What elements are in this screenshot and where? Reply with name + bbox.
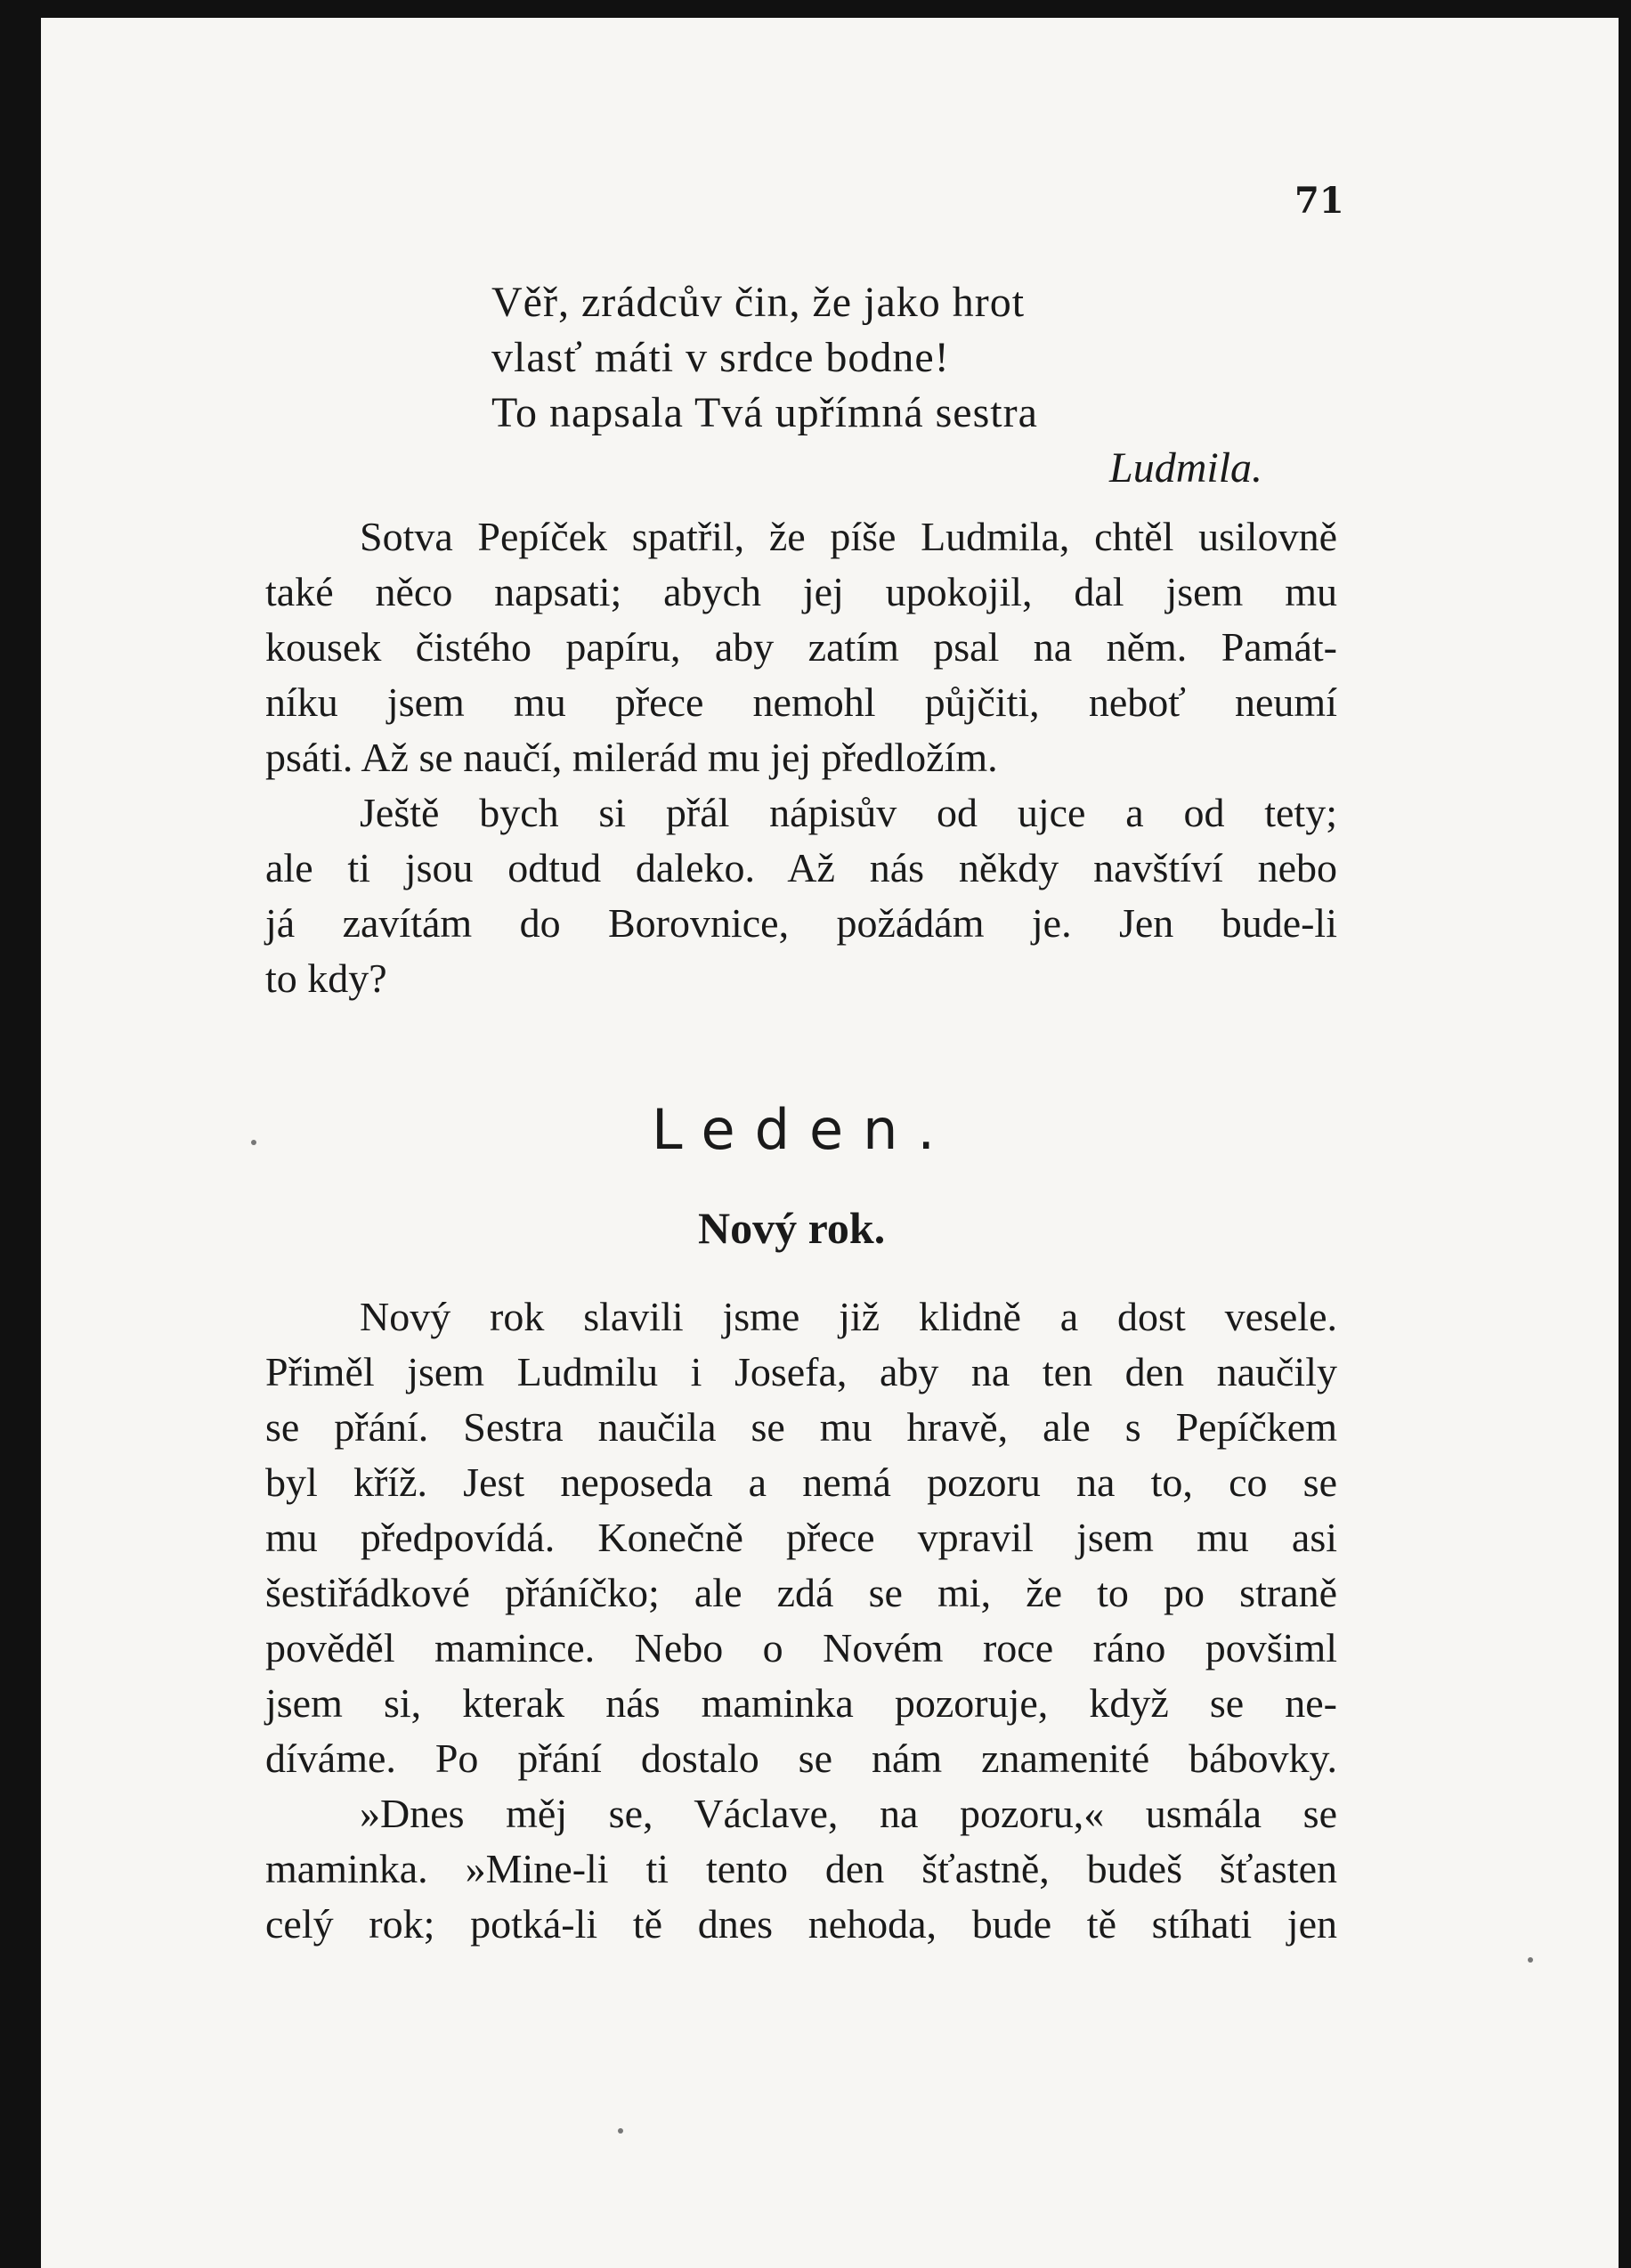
- scan-border-right: [1619, 0, 1631, 2268]
- text-line: celý rok; potká-li tě dnes nehoda, bude tě stíhati jen: [265, 1901, 1337, 1947]
- text-line: Ještě bych si přál nápisův od ujce a od tety;: [360, 790, 1337, 835]
- verse-line: Věř, zrádcův čin, že jako hrot: [491, 279, 1026, 326]
- text-line: já zavítám do Borovnice, požádám je. Jen bude-li: [265, 900, 1337, 946]
- page-number: 71: [1294, 180, 1344, 222]
- scan-speck: [251, 1140, 256, 1145]
- text-line: díváme. Po přání dostalo se nám znamenité bábovky.: [265, 1736, 1337, 1781]
- text-line: »Dnes měj se, Václave, na pozoru,« usmála se: [360, 1791, 1337, 1836]
- verse-line: To napsala Tvá upřímná sestra: [491, 389, 1038, 436]
- text-line: jsem si, kterak nás maminka pozoruje, když se ne-: [265, 1680, 1337, 1726]
- text-line: také něco napsati; abych jej upokojil, dal jsem mu: [265, 569, 1337, 614]
- scan-speck: [1528, 1957, 1533, 1963]
- scan-speck: [618, 2128, 623, 2134]
- text-line: pověděl mamince. Nebo o Novém roce ráno povšiml: [265, 1625, 1337, 1671]
- text-line: maminka. »Mine-li ti tento den šťastně, budeš šťasten: [265, 1846, 1337, 1891]
- chapter-title: Leden.: [652, 1097, 955, 1162]
- text-line: ale ti jsou odtud daleko. Až nás někdy navštíví nebo: [265, 845, 1337, 890]
- scan-border-top: [0, 0, 1631, 18]
- text-line: se přání. Sestra naučila se mu hravě, ale s Pepíčkem: [265, 1404, 1337, 1450]
- text-line: Nový rok slavili jsme již klidně a dost vesele.: [360, 1294, 1337, 1339]
- book-page: [41, 18, 1619, 2268]
- text-line: Sotva Pepíček spatřil, že píše Ludmila, chtěl usilovně: [360, 514, 1337, 559]
- scan-border-left: [0, 0, 41, 2268]
- text-line: kousek čistého papíru, aby zatím psal na něm. Památ-: [265, 624, 1337, 670]
- text-line: byl kříž. Jest neposeda a nemá pozoru na to, co se: [265, 1459, 1337, 1505]
- text-line: níku jsem mu přece nemohl půjčiti, neboť neumí: [265, 679, 1337, 725]
- text-line: to kdy?: [265, 955, 387, 1001]
- text-line: šestiřádkové přáníčko; ale zdá se mi, že to po straně: [265, 1570, 1337, 1615]
- text-line: psáti. Až se naučí, milerád mu jej předložím.: [265, 735, 998, 780]
- section-title: Nový rok.: [698, 1203, 886, 1253]
- letter-signature: Ludmila.: [1109, 444, 1263, 492]
- text-line: Přiměl jsem Ludmilu i Josefa, aby na ten den naučily: [265, 1349, 1337, 1394]
- text-line: mu předpovídá. Konečně přece vpravil jsem mu asi: [265, 1515, 1337, 1560]
- verse-line: vlasť máti v srdce bodne!: [491, 334, 950, 381]
